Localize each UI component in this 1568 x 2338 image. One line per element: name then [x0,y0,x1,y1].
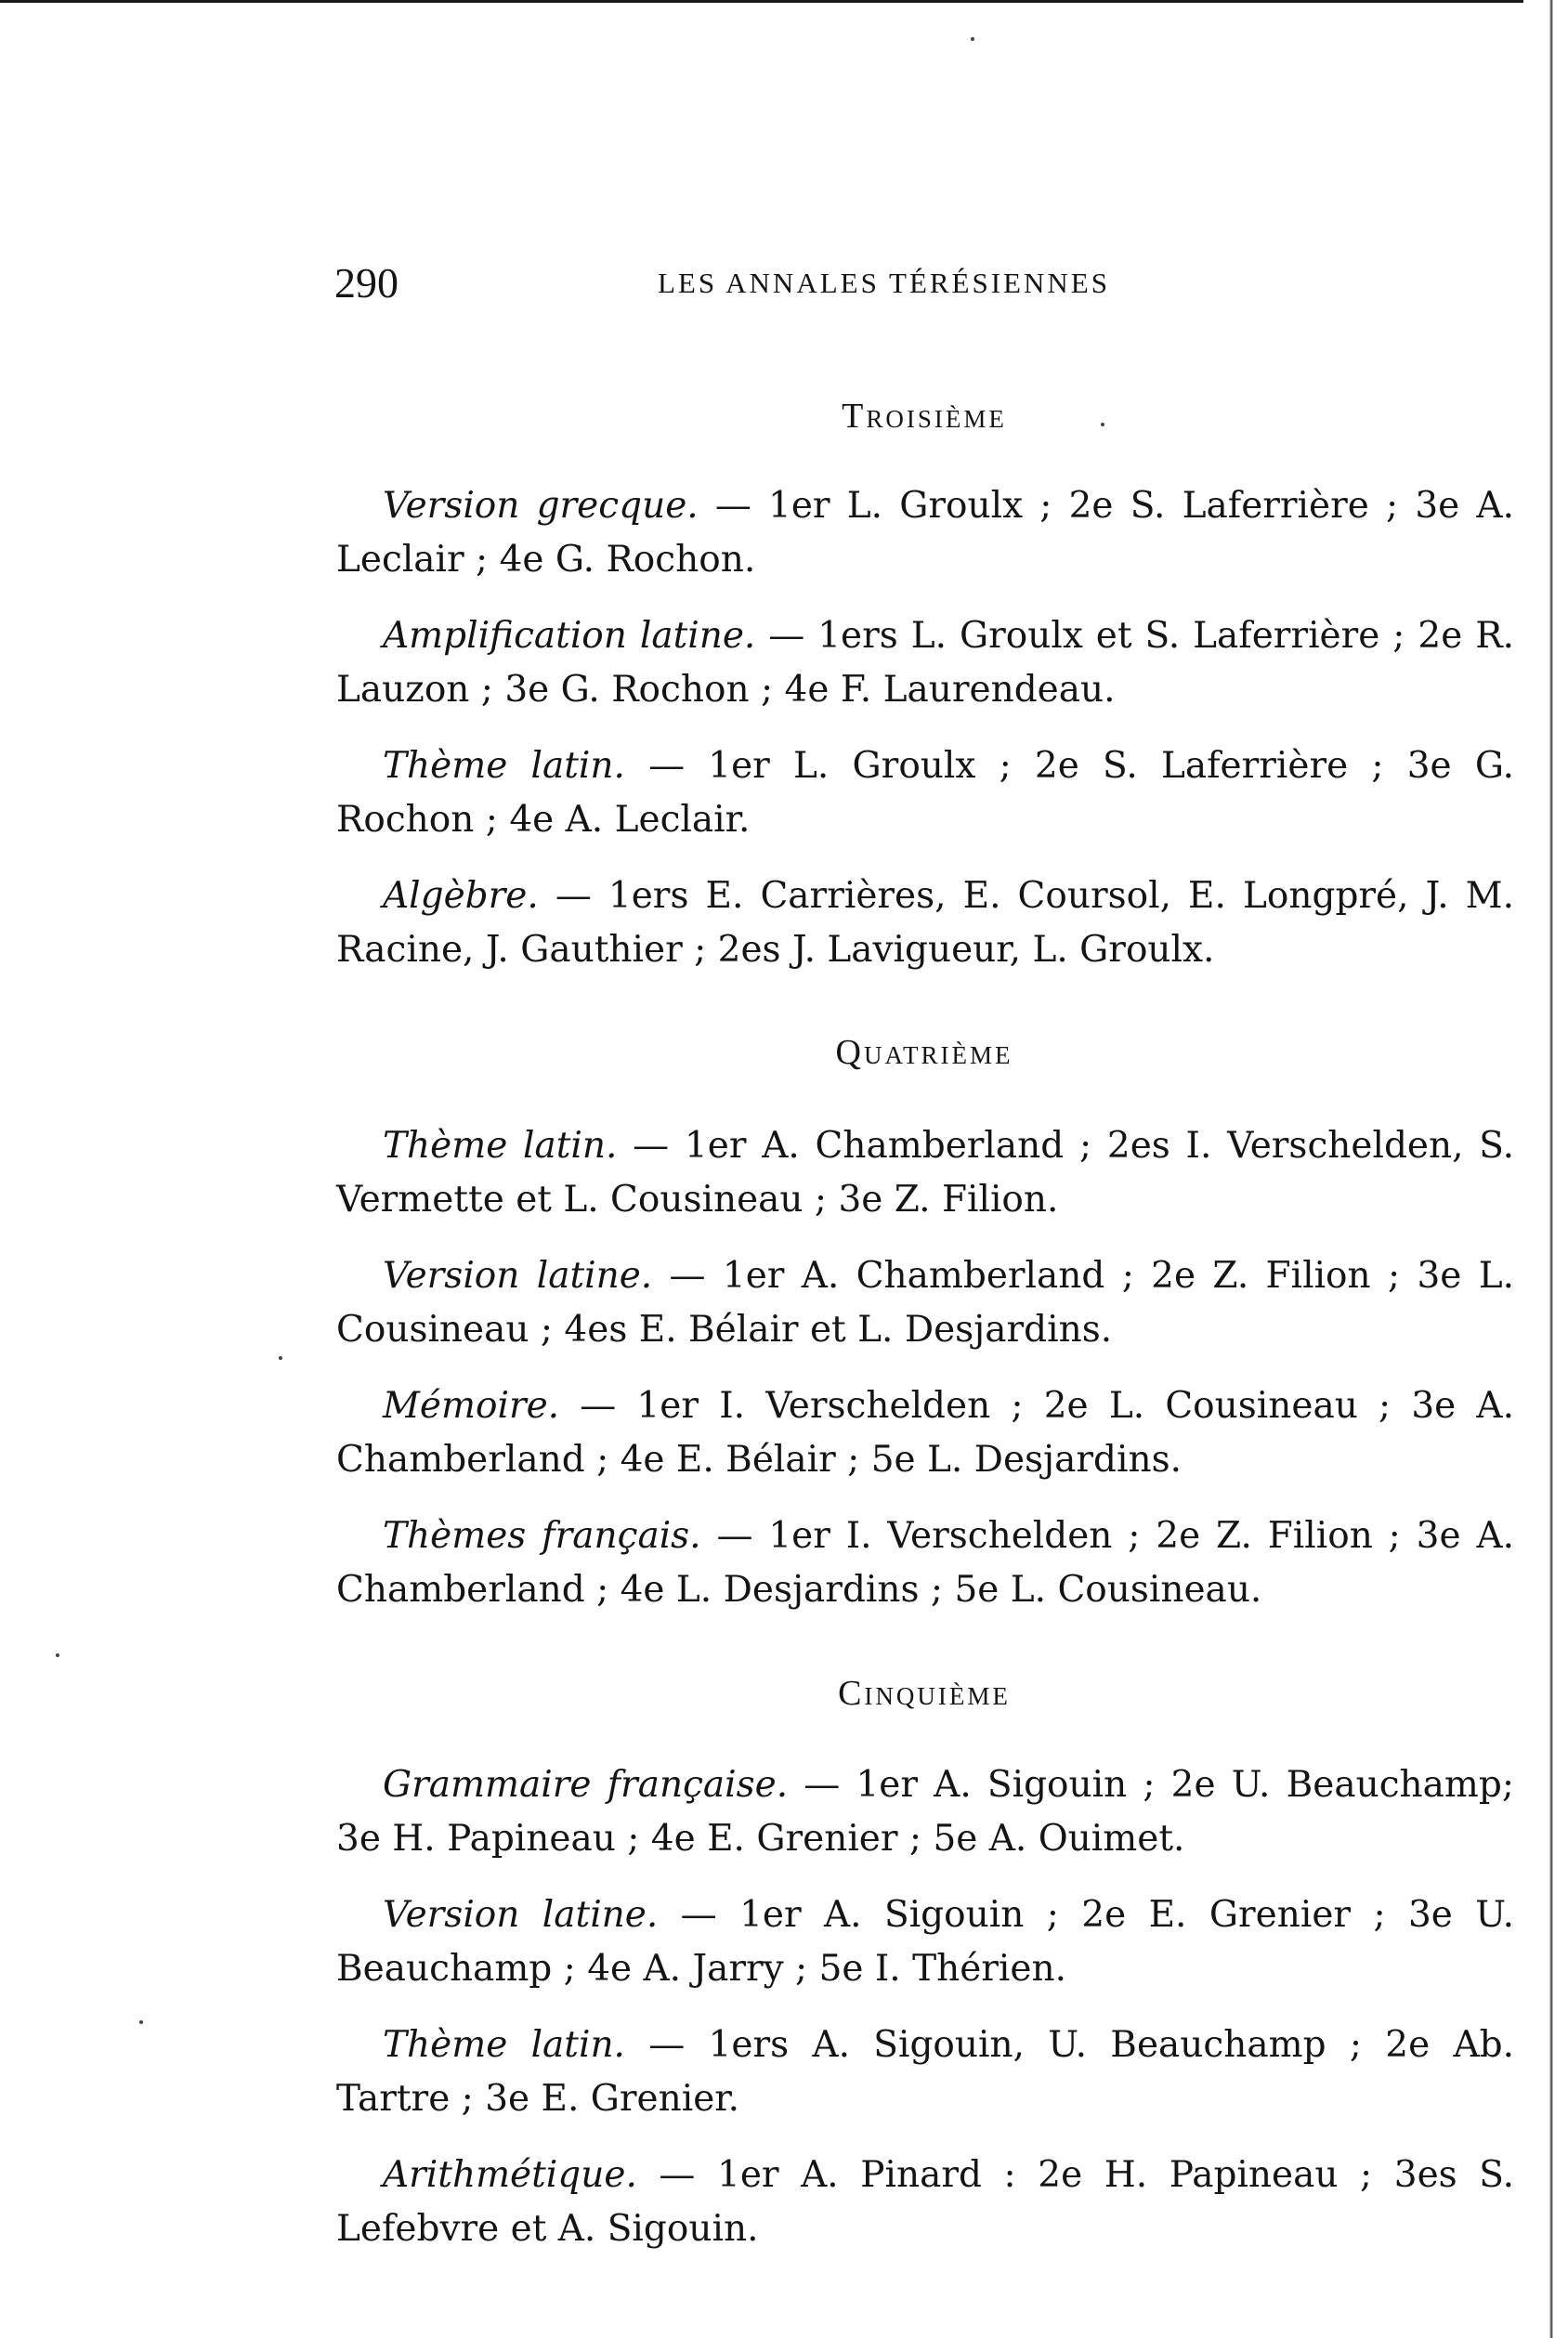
running-title: LES ANNALES TÉRÉSIENNES [658,267,1110,299]
prize-results: — 1er I. Verschelden ; 2e L. Cousineau ; 3e A. Chamberland ; 4e E. Bélair ; 5e L. Desjardins. [336,1385,1514,1481]
prize-entry [336,479,1514,587]
subject-label: Algèbre. [383,875,539,917]
section-heading-troisieme: Troisième [842,397,1007,436]
running-head [334,255,1189,311]
prize-entry [336,2018,1514,2126]
subject-label: Thème latin. [383,1125,618,1167]
page-edge-shadow [1549,0,1553,2338]
prize-entry [336,1379,1514,1487]
subject-label: Mémoire. [383,1385,560,1427]
prize-entry [336,1119,1514,1227]
subject-label: Version grecque. [383,485,699,527]
prize-results: — 1ers E. Carrières, E. Coursol, E. Longpré, J. M. Racine, J. Gauthier ; 2es J. Lavigueur, L. Groulx. [336,875,1514,971]
section-heading-quatrieme: Quatrième [835,1033,1013,1072]
prize-entry [336,1509,1514,1617]
prize-results: — 1er A. Sigouin ; 2e U. Beauchamp; 3e H. Papineau ; 4e E. Grenier ; 5e A. Ouimet. [336,1764,1514,1860]
subject-label: Thème latin. [383,2024,625,2066]
prize-results: — 1er L. Groulx ; 2e S. Laferrière ; 3e G. Rochon ; 4e A. Leclair. [336,745,1514,841]
prize-results: — 1er I. Verschelden ; 2e Z. Filion ; 3e A. Chamberland ; 4e L. Desjardins ; 5e L. Cousineau. [336,1515,1515,1611]
prize-entry [336,609,1514,717]
subject-label: Thèmes français. [383,1515,701,1557]
prize-results: — 1er A. Chamberland ; 2e Z. Filion ; 3e L. Cousineau ; 4es E. Bélair et L. Desjardins. [336,1255,1514,1351]
subject-label: Amplification latine. [383,615,756,657]
print-speck [56,1653,59,1657]
subject-label: Arithmétique. [383,2154,637,2196]
subject-label: Thème latin. [383,745,625,787]
prize-results: — 1ers L. Groulx et S. Laferrière ; 2e R. Lauzon ; 3e G. Rochon ; 4e F. Laurendeau. [336,615,1514,711]
top-rule [0,0,1523,3]
section-heading-cinquieme: Cinquième [838,1674,1011,1713]
prize-results: — 1er A. Sigouin ; 2e E. Grenier ; 3e U. Beauchamp ; 4e A. Jarry ; 5e I. Thérien. [336,1894,1514,1990]
print-speck [279,1356,282,1360]
print-speck [971,37,974,41]
print-speck [139,2020,143,2024]
prize-results: — 1er L. Groulx ; 2e S. Laferrière ; 3e A. Leclair ; 4e G. Rochon. [336,485,1514,581]
prize-entry [336,869,1514,977]
prize-entry [336,739,1514,847]
prize-entry [336,1249,1514,1357]
prize-results: — 1er A. Pinard : 2e H. Papineau ; 3es S. Lefebvre et A. Sigouin. [336,2154,1514,2250]
subject-label: Version latine. [383,1255,653,1297]
page-number: 290 [334,259,399,307]
prize-results: — 1er A. Chamberland ; 2es I. Verschelden, S. Vermette et L. Cousineau ; 3e Z. Filion. [336,1125,1514,1221]
prize-results: — 1ers A. Sigouin, U. Beauchamp ; 2e Ab. Tartre ; 3e E. Grenier. [336,2024,1515,2120]
subject-label: Grammaire française. [383,1764,789,1806]
prize-entry [336,2149,1514,2256]
prize-entry [336,1888,1514,1996]
subject-label: Version latine. [383,1894,659,1936]
prize-entry [336,1758,1514,1866]
